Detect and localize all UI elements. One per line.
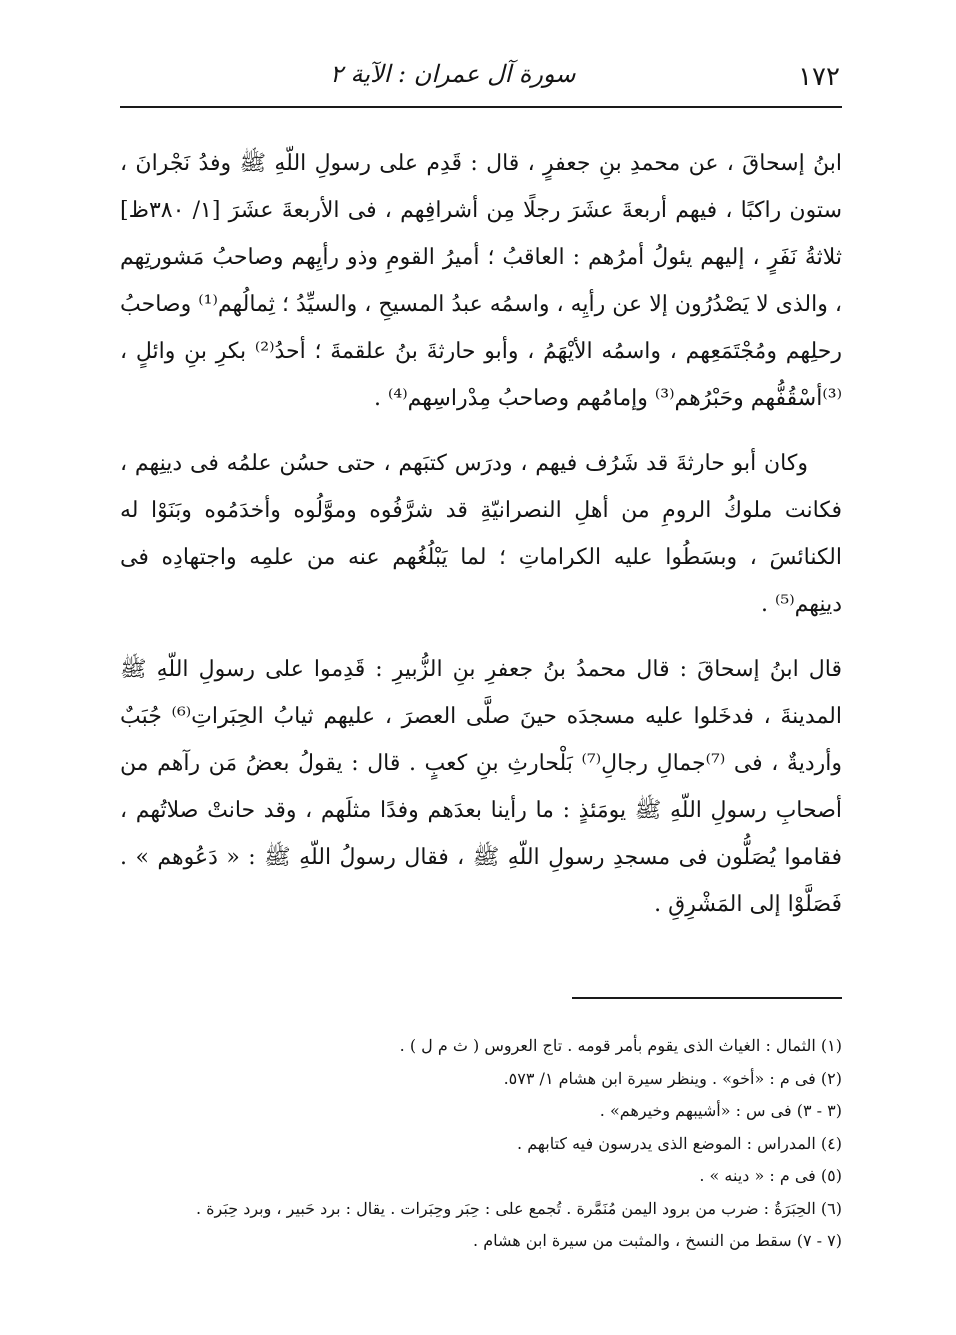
footnote: (٤) المدراس : الموضع الذى يدرسون فيه كتابهم . bbox=[517, 1133, 842, 1153]
footnote: (٦) الحِبَرَةُ : ضرب من برود اليمن مُنَمَّرة . تُجمع على : حِبَر وحِبَرات . يقال : برد حَبير ، وبرد حِبَرة . bbox=[196, 1198, 842, 1218]
running-title: سورة آل عمران : الآية ٢ bbox=[330, 60, 576, 88]
footnote-separator bbox=[572, 997, 842, 999]
paragraph: وكان أبو حارثةَ قد شَرُف فيهم ، ودرَس كتبَهم ، حتى حسُن علمُه فى دينِهم ، فكانت ملوكُ الرومِ من أهلِ النصرانيّةِ قد شرَّفُوه وموَّلُوه وأخدَمُوه وبَنَوْا له الكنائسَ ، وبسَطُوا عليه الكراماتِ ؛ لما يَبْلُغُهم عنه من علمِه واجتهادِه فى دينِهم⁽⁵⁾ . bbox=[120, 451, 842, 617]
paragraph: ابنُ إسحاقَ ، عن محمدِ بنِ جعفرٍ ، قال : قَدِم على رسولِ اللّهِ ﷺ وفدُ نَجْرانَ ، ستون راكبًا ، فيهم أربعةَ عشَرَ رجلًا مِن أشرافِهم ، فى الأربعةَ عشَرَ [١/ ٣٨٠ظ] ثلاثةُ نَفَرٍ ، إليهم يئولُ أمرُهم : العاقبُ ؛ أميرُ القومِ وذو رأيِهم وصاحبُ مَشورتِهم ، والذى لا يَصْدُرُون إلا عن رأيِه ، واسمُه عبدُ المسيحِ ، والسيِّدُ ؛ ثِمالُهم⁽¹⁾ وصاحبُ رحلِهم ومُجْتَمَعِهم ، واسمُه الأيْهَمُ ، وأبو حارثةَ بنُ علقمةَ ؛ أحدُ⁽²⁾ بكرِ بنِ وائلٍ ، ⁽³⁾أسْقُفُّهم وحَبْرُهم⁽³⁾ وإمامُهم وصاحبُ مِدْراسِهم⁽⁴⁾ . bbox=[120, 151, 843, 411]
page-header bbox=[120, 58, 840, 98]
body-text bbox=[120, 140, 842, 928]
footnote: (٧ - ٧) سقط من النسخ ، والمثبت من سيرة ابن هشام . bbox=[473, 1231, 842, 1250]
footnote: (١) الثمال : الغياث الذى يقوم بأمر قومه . تاج العروس ( ث م ل ) . bbox=[399, 1036, 842, 1055]
paragraph: قال ابنُ إسحاقَ : قال محمدُ بنُ جعفرِ بنِ الزُّبيرِ : قَدِموا على رسولِ اللّهِ ﷺ المدينةَ ، فدخَلوا عليه مسجدَه حينَ صلَّى العصرَ ، عليهم ثيابُ الحِبَراتِ⁽⁶⁾ جُبَبٌ وأرديةٌ ، فى ⁽⁷⁾جمالِ رجالِ⁽⁷⁾ بَلْحارثِ بنِ كعبٍ . قال : يقولُ بعضُ مَن رآهم من أصحابِ رسولِ اللّهِ ﷺ يومَئذٍ : ما رأينا بعدَهم وفدًا مثلَهم ، وقد حانتْ صلاتُهم ، فقاموا يُصَلُّون فى مسجدِ رسولِ اللّهِ ﷺ ، فقال رسولُ اللّهِ ﷺ : « دَعُوهم » . فَصَلَّوْا إلى المَشْرِقِ . bbox=[120, 657, 842, 917]
page-number: ١٧٢ bbox=[798, 62, 840, 92]
footnote: (٣ - ٣) فى س : «أشيبهم وخيرهم» . bbox=[599, 1101, 842, 1120]
footnote: (٥) فى م : « دينه » . bbox=[699, 1166, 842, 1185]
footnote: (٢) فى م : «أخو» . وينظر سيرة ابن هشام ١/ ٥٧٣. bbox=[503, 1068, 842, 1088]
header-rule bbox=[120, 106, 842, 108]
footnotes-list bbox=[196, 1030, 842, 1258]
